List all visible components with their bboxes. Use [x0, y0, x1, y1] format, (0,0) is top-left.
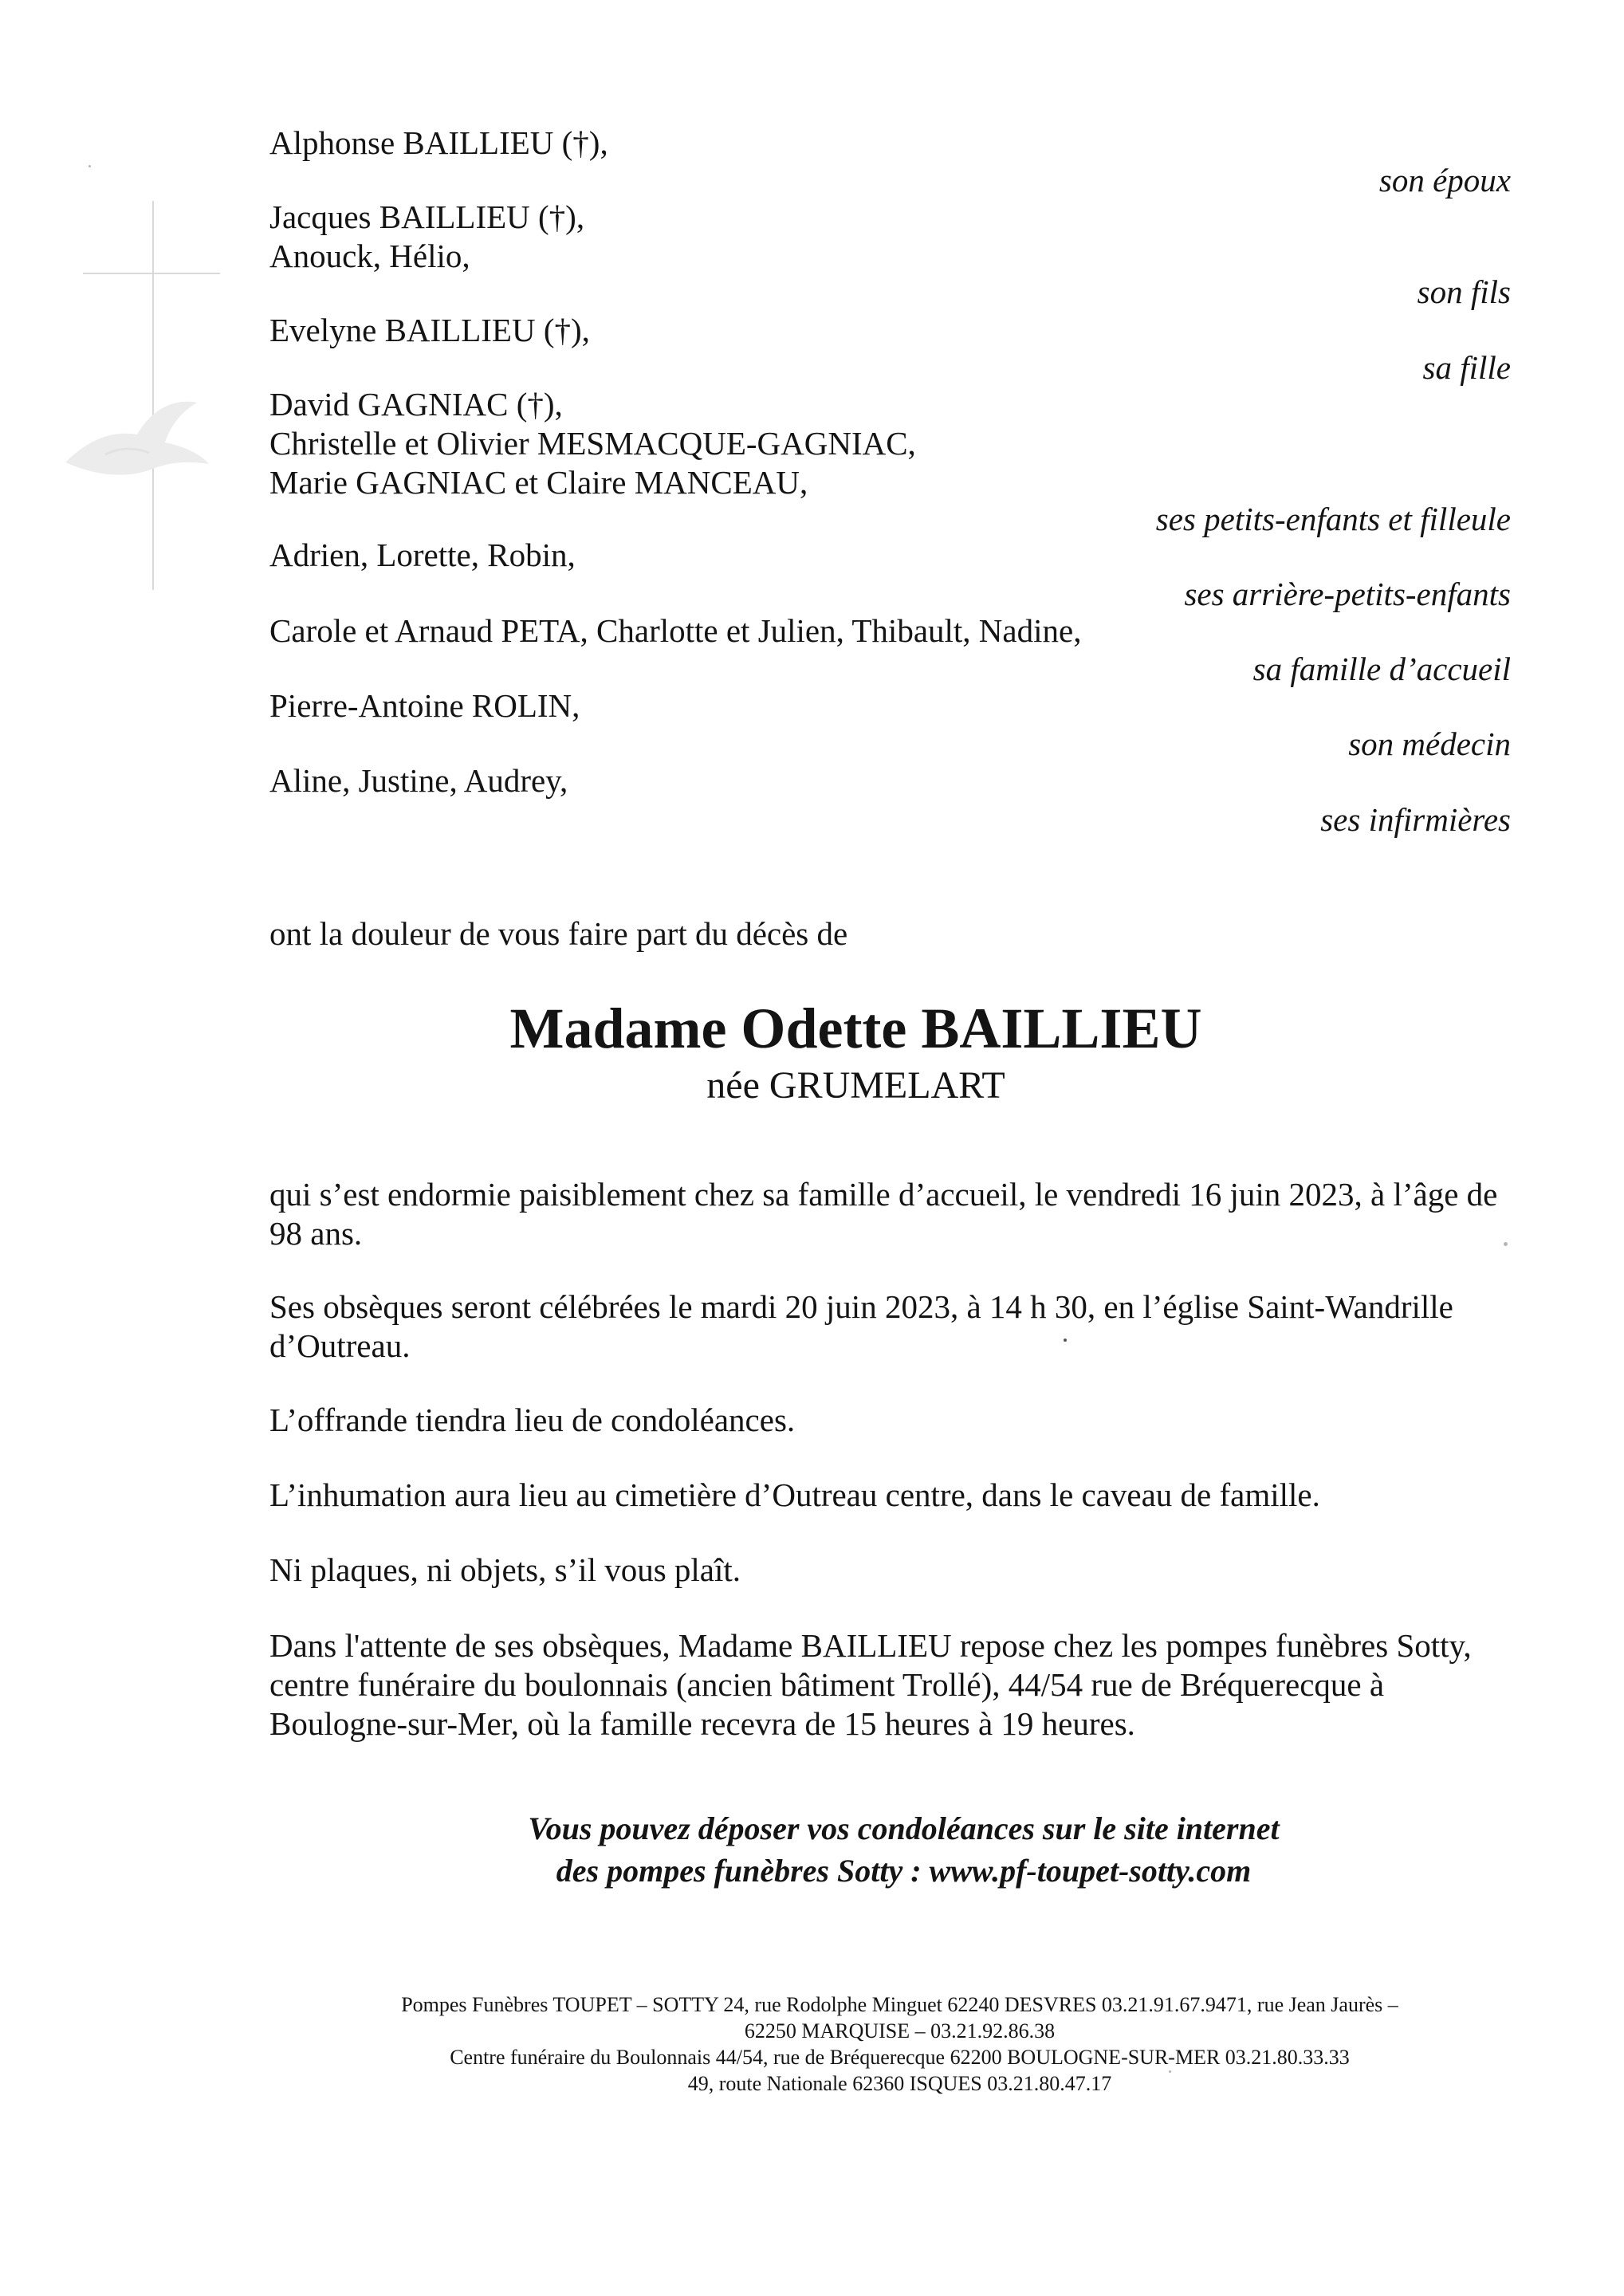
funeral-home-footer [0, 1991, 1624, 2097]
family-line: Carole et Arnaud PETA, Charlotte et Julien, Thibault, Nadine, [269, 612, 1082, 649]
family-line: Adrien, Lorette, Robin, [269, 537, 576, 573]
family-group-5 [269, 536, 576, 575]
role-label: ses petits-enfants et filleule [1155, 501, 1511, 537]
scan-speck [1169, 2070, 1171, 2073]
paragraph-no-flowers: Ni plaques, ni objets, s’il vous plaît. [269, 1551, 741, 1588]
scan-speck [88, 165, 91, 167]
family-group-2 [269, 198, 584, 276]
role-label: son fils [1417, 273, 1511, 310]
paragraph-passing: qui s’est endormie paisiblement chez sa famille d’accueil, le vendredi 16 juin 2023, à l’âge de 98 ans. [269, 1176, 1498, 1252]
family-group-3 [269, 311, 590, 350]
paragraph-funeral: Ses obsèques seront célébrées le mardi 20 juin 2023, à 14 h 30, en l’église Saint-Wandrille d’Outreau. [269, 1288, 1453, 1364]
deceased-name: Madame Odette BAILLIEU [509, 997, 1202, 1060]
scan-speck [1064, 1339, 1067, 1342]
footer-line: 49, route Nationale 62360 ISQUES 03.21.80.47.17 [687, 2072, 1112, 2095]
announcement-intro: ont la douleur de vous faire part du décès de [269, 915, 848, 952]
role-label: sa famille d’accueil [1252, 651, 1511, 687]
family-line: Evelyne BAILLIEU (†), [269, 312, 590, 348]
footer-line: Centre funéraire du Boulonnais 44/54, rue de Bréquerecque 62200 BOULOGNE-SUR-MER 03.21.80.33.33 [450, 2046, 1350, 2069]
family-line: Alphonse BAILLIEU (†), [269, 124, 608, 161]
footer-line: Pompes Funèbres TOUPET – SOTTY 24, rue Rodolphe Minguet 62240 DESVRES 03.21.91.67.9471, rue Jean Jaurès – [401, 1993, 1398, 2016]
family-line: Aline, Justine, Audrey, [269, 762, 568, 799]
family-group-1 [269, 124, 608, 163]
role-label: son époux [1378, 162, 1511, 199]
deceased-maiden-name: née GRUMELART [706, 1064, 1005, 1107]
condolences-line-2: des pompes funèbres Sotty : www.pf-toupet-sotty.com [556, 1853, 1252, 1889]
family-group-6 [269, 611, 1081, 651]
family-line: Pierre-Antoine ROLIN, [269, 687, 580, 724]
family-line: Marie GAGNIAC et Claire MANCEAU, [269, 464, 808, 501]
condolences-line-1: Vous pouvez déposer vos condoléances sur le site internet [528, 1810, 1280, 1846]
cross-horizontal-bar [83, 273, 220, 274]
paragraph-offering: L’offrande tiendra lieu de condoléances. [269, 1402, 796, 1438]
condolences-note [0, 1807, 1624, 1892]
family-line: David GAGNIAC (†), [269, 386, 563, 423]
dove-icon [57, 375, 217, 502]
role-label: son médecin [1348, 725, 1511, 762]
role-label: ses arrière-petits-enfants [1184, 576, 1511, 612]
paragraph-viewing: Dans l'attente de ses obsèques, Madame BAILLIEU repose chez les pompes funèbres Sotty, centre funéraire du boulonnais (ancien bâtiment Trollé), 44/54 rue de Bréquerecque à Boulogne-sur-Mer, où la famille recevra de 15 heures à 19 heures. [269, 1627, 1472, 1742]
family-line: Anouck, Hélio, [269, 238, 470, 274]
family-line: Jacques BAILLIEU (†), [269, 199, 585, 235]
footer-line: 62250 MARQUISE – 03.21.92.86.38 [744, 2019, 1056, 2042]
family-group-4 [269, 385, 916, 502]
paragraph-burial: L’inhumation aura lieu au cimetière d’Outreau centre, dans le caveau de famille. [269, 1476, 1320, 1513]
scan-speck [1504, 1242, 1508, 1246]
role-label: sa fille [1422, 349, 1511, 386]
role-label: ses infirmières [1320, 801, 1511, 838]
family-group-7 [269, 686, 580, 725]
family-group-8 [269, 761, 568, 800]
family-line: Christelle et Olivier MESMACQUE-GAGNIAC, [269, 425, 916, 462]
